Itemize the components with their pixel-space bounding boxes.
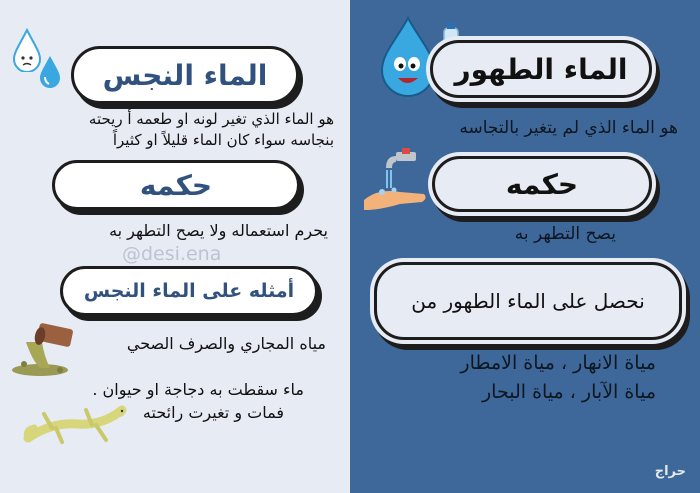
impure-water-title-box [71,46,299,104]
pure-water-panel [350,0,700,493]
impure-definition-line2: بنجاسه سواء كان الماء قليلاً او كثيراً [112,131,334,149]
lizard-icon [22,400,128,448]
impure-ruling-title-box [52,160,300,210]
faucet-hand-icon [360,148,432,220]
impure-water-title: الماء النجس [102,58,268,92]
pure-definition: هو الماء الذي لم يتغير بالتجاسه [459,118,678,138]
pure-water-title: الماء الطهور [454,52,628,86]
impure-examples-title: أمثله على الماء النجس [83,280,295,302]
pure-water-title-box [430,40,652,98]
pure-ruling-text: يصح التطهر به [514,224,616,244]
sewage-pipe-icon [10,322,80,378]
impure-example-2-line1: ماء سقطت به دجاجة او حيوان . [92,380,304,399]
pure-ruling-title: حكمه [505,167,579,201]
impure-ruling-title: حكمه [139,168,213,202]
pure-ruling-title-box [432,156,652,212]
impure-example-2-line2: فمات و تغيرت رائحته [142,403,284,422]
footer-watermark: حراج [654,464,686,479]
impure-examples-title-box [60,266,318,316]
pure-sources-title-box [374,262,682,340]
pure-sources-line2: مياة الآبار ، مياة البحار [482,381,656,403]
impure-example-1: مياه المجاري والصرف الصحي [126,334,326,353]
watermark-handle: @desi.ena [122,243,222,265]
water-drop-icon [38,55,62,89]
pure-sources-line1: مياة الانهار ، مياة الامطار [460,352,656,374]
impure-ruling-text: يحرم استعماله ولا يصح التطهر به [109,221,328,240]
impure-definition-line1: هو الماء الذي تغير لونه او طعمه أ ريحته [88,110,334,128]
pure-sources-title: نحصل على الماء الطهور من [411,289,645,313]
